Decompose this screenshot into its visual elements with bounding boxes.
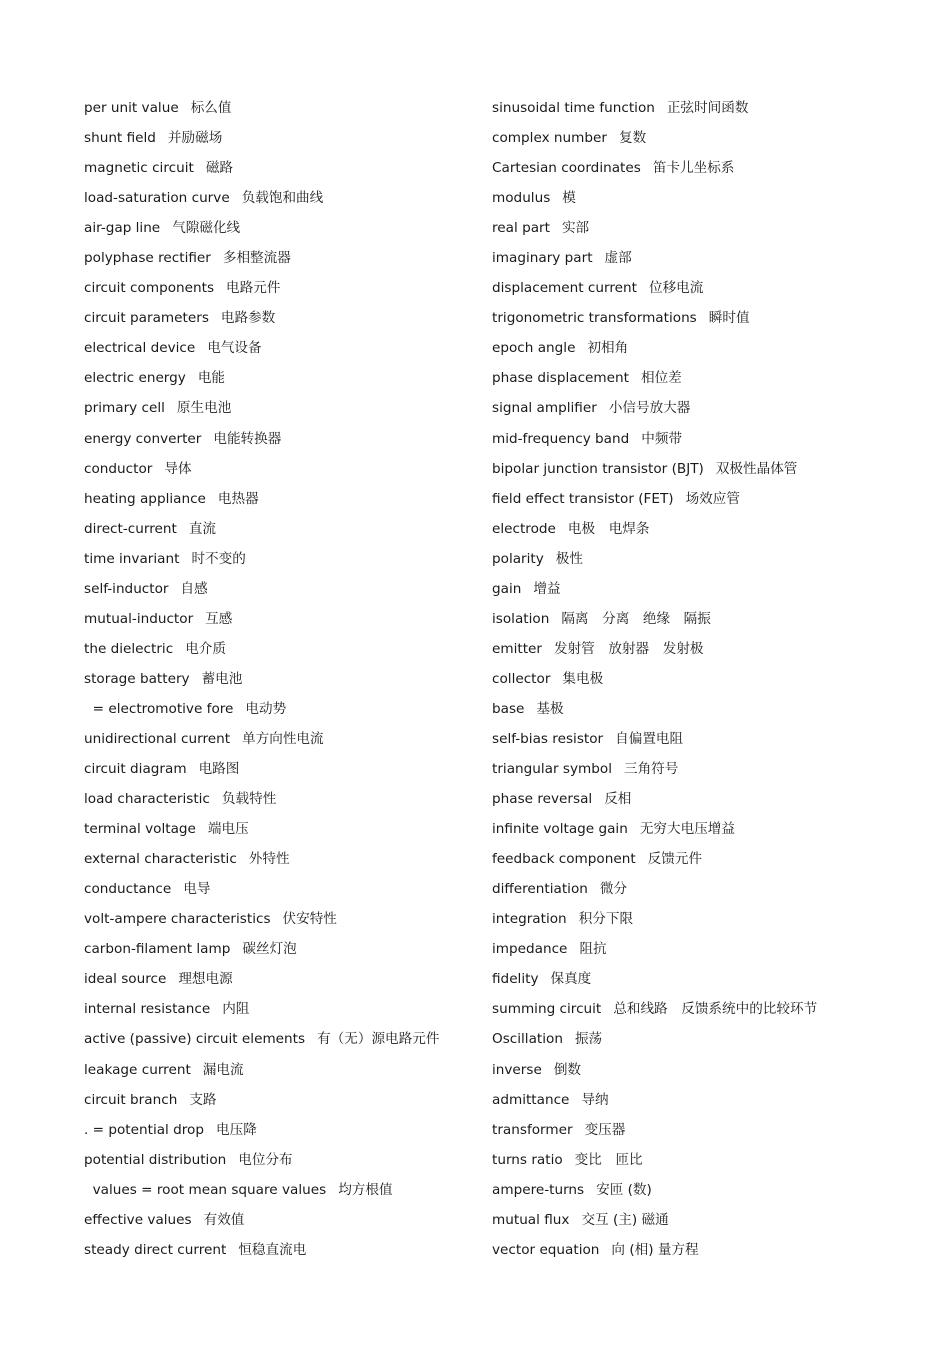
glossary-entry [84, 964, 474, 994]
glossary-entry [84, 454, 474, 484]
english-term: air-gap line [84, 220, 161, 237]
glossary-entry [84, 243, 474, 273]
chinese-translation: 复数 [618, 130, 647, 147]
glossary-entry [492, 454, 932, 484]
glossary-entry [492, 664, 932, 694]
chinese-translation: 并励磁场 [167, 130, 223, 147]
chinese-translation: 支路 [189, 1091, 217, 1108]
chinese-translation: 电路参数 [220, 310, 276, 327]
glossary-entry [84, 874, 474, 904]
english-term: circuit components [84, 280, 215, 297]
glossary-entry [84, 724, 474, 754]
glossary-entry [84, 484, 474, 514]
glossary-entry [84, 844, 474, 874]
english-term: bipolar junction transistor (BJT) [492, 460, 704, 477]
english-term: phase reversal [492, 791, 593, 808]
glossary-entry [492, 844, 932, 874]
chinese-translation: 变压器 [584, 1121, 626, 1138]
glossary-entry [84, 123, 474, 153]
glossary-entry [492, 1055, 932, 1085]
glossary-entry [84, 1115, 474, 1145]
english-term: circuit diagram [84, 761, 187, 778]
chinese-translation: 安匝 (数) [596, 1181, 652, 1198]
chinese-translation: 电极 电焊条 [567, 520, 650, 537]
english-term: differentiation [492, 881, 588, 898]
english-term: triangular symbol [492, 761, 612, 778]
chinese-translation: 反相 [604, 791, 632, 808]
english-term: storage battery [84, 670, 190, 687]
chinese-translation: 笛卡儿坐标系 [652, 160, 735, 177]
chinese-translation: 增益 [533, 580, 561, 597]
glossary-entry [84, 153, 474, 183]
glossary-entry [492, 814, 932, 844]
glossary-entry [84, 784, 474, 814]
english-term: . = potential drop [84, 1121, 205, 1138]
chinese-translation: 极性 [555, 550, 583, 567]
glossary-entry [84, 634, 474, 664]
english-term: inverse [492, 1061, 542, 1078]
english-term: potential distribution [84, 1151, 227, 1168]
chinese-translation: 双极性晶体管 [715, 460, 798, 477]
english-term: complex number [492, 130, 607, 147]
glossary-entry [84, 1024, 474, 1054]
english-term: the dielectric [84, 640, 174, 657]
glossary-entry [84, 574, 474, 604]
english-term: load characteristic [84, 791, 210, 808]
chinese-translation: 电路元件 [226, 280, 281, 297]
glossary-entry [492, 333, 932, 363]
chinese-translation: 负载饱和曲线 [241, 190, 324, 207]
glossary-entry [492, 363, 932, 393]
glossary-entry [84, 904, 474, 934]
english-term: real part [492, 220, 550, 237]
chinese-translation: 恒稳直流电 [238, 1241, 307, 1258]
english-term: Oscillation [492, 1031, 563, 1048]
chinese-translation: 瞬时值 [708, 310, 750, 327]
glossary-entry [492, 243, 932, 273]
english-term: electrical device [84, 340, 196, 357]
glossary-entry [492, 183, 932, 213]
chinese-translation: 电压降 [216, 1121, 257, 1138]
glossary-entry [84, 544, 474, 574]
glossary-entry [84, 1145, 474, 1175]
english-term: per unit value [84, 100, 179, 116]
chinese-translation: 中频带 [641, 430, 683, 447]
chinese-translation: 伏安特性 [282, 911, 337, 928]
chinese-translation: 虚部 [604, 250, 632, 267]
chinese-translation: 有效值 [203, 1211, 245, 1228]
chinese-translation: 交互 (主) 磁通 [581, 1211, 669, 1228]
english-term: self-bias resistor [492, 730, 604, 747]
chinese-translation: 三角符号 [624, 761, 679, 778]
chinese-translation: 电路图 [198, 761, 240, 778]
glossary-entry [84, 273, 474, 303]
glossary-entry [492, 123, 932, 153]
chinese-translation: 电导 [183, 881, 211, 898]
chinese-translation: 导纳 [581, 1091, 609, 1108]
glossary-entry [492, 1235, 932, 1265]
chinese-translation: 相位差 [640, 370, 682, 387]
chinese-translation: 无穷大电压增益 [639, 821, 735, 838]
english-term: signal amplifier [492, 400, 597, 417]
chinese-translation: 发射管 放射器 发射极 [554, 640, 704, 657]
chinese-translation: 位移电流 [648, 280, 704, 297]
english-term: mid-frequency band [492, 430, 630, 447]
glossary-entry [492, 484, 932, 514]
glossary-entry [492, 994, 932, 1024]
chinese-translation: 导体 [164, 460, 192, 477]
english-term: mutual-inductor [84, 610, 194, 627]
glossary-entry [492, 574, 932, 604]
glossary-entry [492, 153, 932, 183]
chinese-translation: 直流 [188, 520, 216, 537]
glossary-entry [492, 754, 932, 784]
english-term: transformer [492, 1121, 573, 1138]
chinese-translation: 自感 [180, 580, 208, 597]
english-term: self-inductor [84, 580, 169, 597]
english-term: polyphase rectifier [84, 250, 211, 267]
glossary-entry [84, 514, 474, 544]
glossary-entry [84, 393, 474, 423]
english-term: mutual flux [492, 1211, 570, 1228]
chinese-translation: 磁路 [205, 160, 234, 177]
english-term: displacement current [492, 280, 637, 297]
english-term: unidirectional current [84, 730, 231, 747]
english-term: conductor [84, 460, 153, 477]
english-term: isolation [492, 610, 550, 627]
glossary-entry [84, 183, 474, 213]
glossary-entry [84, 424, 474, 454]
glossary-entry [492, 424, 932, 454]
glossary-entry [492, 1115, 932, 1145]
glossary-entry [84, 1235, 474, 1265]
glossary-entry [84, 1205, 474, 1235]
english-term: feedback component [492, 851, 636, 868]
english-term: modulus [492, 190, 551, 207]
chinese-translation: 隔离 分离 绝缘 隔振 [561, 610, 711, 627]
chinese-translation: 有（无）源电路元件 [317, 1031, 440, 1048]
chinese-translation: 电介质 [185, 640, 226, 657]
english-term: phase displacement [492, 370, 629, 387]
english-term: carbon-filament lamp [84, 941, 231, 958]
glossary-entry [492, 874, 932, 904]
english-term: admittance [492, 1091, 570, 1108]
glossary-entry [84, 694, 474, 724]
glossary-entry [492, 1024, 932, 1054]
glossary-entry [492, 724, 932, 754]
english-term: sinusoidal time function [492, 100, 655, 116]
english-term: load-saturation curve [84, 190, 230, 207]
glossary-entry [492, 514, 932, 544]
chinese-translation: 电气设备 [207, 340, 262, 357]
chinese-translation: 向 (相) 量方程 [611, 1241, 699, 1258]
english-term: epoch angle [492, 340, 576, 357]
english-term: summing circuit [492, 1001, 602, 1018]
english-term: ideal source [84, 971, 167, 988]
chinese-translation: 阻抗 [579, 941, 607, 958]
chinese-translation: 漏电流 [202, 1061, 244, 1078]
english-term: external characteristic [84, 851, 237, 868]
chinese-translation: 均方根值 [338, 1181, 393, 1198]
glossary-entry [84, 1175, 474, 1205]
glossary-entry [492, 544, 932, 574]
glossary-entry [84, 1085, 474, 1115]
glossary-entry [84, 664, 474, 694]
english-term: effective values [84, 1211, 192, 1228]
english-term: polarity [492, 550, 544, 567]
glossary-entry [492, 273, 932, 303]
english-term: circuit parameters [84, 310, 209, 327]
glossary-entry [492, 213, 932, 243]
glossary-entry [84, 333, 474, 363]
english-term: vector equation [492, 1241, 600, 1258]
glossary-entry [492, 694, 932, 724]
chinese-translation: 总和线路 反馈系统中的比较环节 [613, 1001, 818, 1018]
chinese-translation: 正弦时间函数 [666, 100, 749, 116]
chinese-translation: 气隙磁化线 [172, 220, 241, 237]
english-term: magnetic circuit [84, 160, 194, 177]
chinese-translation: 倒数 [553, 1061, 582, 1078]
english-term: internal resistance [84, 1001, 211, 1018]
english-term: conductance [84, 881, 172, 898]
chinese-translation: 积分下限 [578, 911, 634, 928]
english-term: steady direct current [84, 1241, 227, 1258]
chinese-translation: 电动势 [245, 700, 287, 717]
english-term: active (passive) circuit elements [84, 1031, 306, 1048]
chinese-translation: 变比 匝比 [574, 1151, 643, 1168]
english-term: values = root mean square values [84, 1181, 327, 1198]
english-term: turns ratio [492, 1151, 563, 1168]
chinese-translation: 自偏置电阻 [615, 730, 684, 747]
english-term: heating appliance [84, 490, 206, 507]
glossary-left-column [84, 93, 474, 1265]
english-term: time invariant [84, 550, 180, 567]
chinese-translation: 电能转换器 [213, 430, 282, 447]
english-term: volt-ampere characteristics [84, 911, 271, 928]
glossary-entry [84, 363, 474, 393]
glossary-entry [492, 1175, 932, 1205]
chinese-translation: 互感 [205, 610, 233, 627]
chinese-translation: 振荡 [574, 1031, 603, 1048]
chinese-translation: 小信号放大器 [608, 400, 691, 417]
glossary-entry [84, 93, 474, 123]
glossary-entry [492, 784, 932, 814]
glossary-entry [84, 934, 474, 964]
glossary-entry [84, 994, 474, 1024]
english-term: leakage current [84, 1061, 191, 1078]
glossary-entry [492, 1205, 932, 1235]
glossary-entry [492, 934, 932, 964]
chinese-translation: 电热器 [217, 490, 259, 507]
chinese-translation: 负载特性 [221, 791, 277, 808]
chinese-translation: 微分 [599, 881, 628, 898]
glossary-entry [492, 303, 932, 333]
glossary-entry [492, 393, 932, 423]
english-term: emitter [492, 640, 542, 657]
chinese-translation: 实部 [561, 220, 590, 237]
glossary-entry [492, 1085, 932, 1115]
chinese-translation: 单方向性电流 [242, 730, 324, 747]
chinese-translation: 模 [562, 190, 576, 207]
chinese-translation: 多相整流器 [222, 250, 291, 267]
glossary-entry [84, 213, 474, 243]
english-term: primary cell [84, 400, 165, 417]
chinese-translation: 电位分布 [238, 1151, 293, 1168]
glossary-entry [492, 93, 932, 123]
glossary-entry [492, 604, 932, 634]
glossary-right-column [492, 93, 932, 1265]
chinese-translation: 碳丝灯泡 [242, 941, 297, 958]
english-term: = electromotive fore [84, 700, 234, 717]
english-term: collector [492, 670, 551, 687]
english-term: fidelity [492, 971, 539, 988]
english-term: infinite voltage gain [492, 821, 628, 838]
chinese-translation: 时不变的 [191, 550, 246, 567]
chinese-translation: 初相角 [587, 340, 629, 357]
chinese-translation: 理想电源 [178, 971, 233, 988]
english-term: impedance [492, 941, 568, 958]
chinese-translation: 电能 [197, 370, 226, 387]
english-term: shunt field [84, 130, 156, 147]
chinese-translation: 原生电池 [176, 400, 232, 417]
chinese-translation: 端电压 [207, 821, 249, 838]
glossary-entry [492, 964, 932, 994]
glossary-entry [84, 303, 474, 333]
english-term: trigonometric transformations [492, 310, 697, 327]
english-term: energy converter [84, 430, 202, 447]
chinese-translation: 标么值 [190, 100, 232, 116]
chinese-translation: 蓄电池 [201, 670, 243, 687]
glossary-entry [84, 1055, 474, 1085]
english-term: field effect transistor (FET) [492, 490, 674, 507]
english-term: Cartesian coordinates [492, 160, 641, 177]
english-term: direct-current [84, 520, 177, 537]
glossary-entry [492, 634, 932, 664]
english-term: gain [492, 580, 522, 597]
chinese-translation: 外特性 [248, 851, 290, 868]
glossary-entry [84, 754, 474, 784]
glossary-entry [492, 1145, 932, 1175]
glossary-entry [84, 814, 474, 844]
glossary-entry [84, 604, 474, 634]
english-term: electrode [492, 520, 556, 537]
chinese-translation: 基极 [536, 700, 564, 717]
chinese-translation: 场效应管 [685, 490, 740, 507]
english-term: circuit branch [84, 1091, 178, 1108]
chinese-translation: 保真度 [550, 971, 592, 988]
glossary-entry [492, 904, 932, 934]
chinese-translation: 内阻 [222, 1001, 250, 1018]
english-term: ampere-turns [492, 1181, 585, 1198]
chinese-translation: 反馈元件 [647, 851, 703, 868]
english-term: imaginary part [492, 250, 593, 267]
chinese-translation: 集电极 [562, 670, 604, 687]
english-term: base [492, 700, 525, 717]
english-term: electric energy [84, 370, 186, 387]
english-term: terminal voltage [84, 821, 196, 838]
english-term: integration [492, 911, 567, 928]
